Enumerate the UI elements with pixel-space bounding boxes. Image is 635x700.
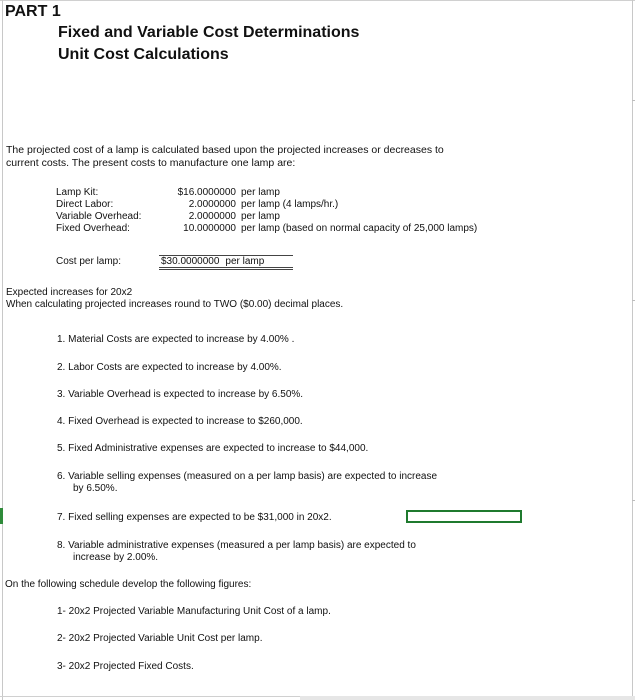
- item-continuation: increase by 2.00%.: [73, 552, 159, 563]
- cost-row: [56, 199, 526, 211]
- expected-instruction: When calculating projected increases round to TWO ($0.00) decimal places.: [6, 299, 344, 310]
- cost-value: 2.0000000: [188, 199, 236, 210]
- cost-per-lamp-total: [159, 255, 293, 270]
- item-text: 3. Variable Overhead is expected to increase by 6.50%.: [57, 389, 304, 400]
- cost-label: Direct Labor:: [56, 199, 114, 210]
- cost-unit: per lamp: [241, 211, 280, 222]
- schedule-figure: 2- 20x2 Projected Variable Unit Cost per lamp.: [57, 633, 263, 644]
- intro-line-1: The projected cost of a lamp is calculated based upon the projected increases or decreases to: [6, 144, 444, 156]
- cost-value: $16.0000000: [177, 187, 236, 198]
- active-row-marker: [0, 508, 3, 524]
- part-heading: PART 1: [5, 3, 61, 20]
- cost-label: Fixed Overhead:: [56, 223, 130, 234]
- item-text: 4. Fixed Overhead is expected to increase to $260,000.: [57, 416, 303, 427]
- cost-per-lamp-unit: per lamp: [225, 256, 265, 267]
- item-text: 7. Fixed selling expenses are expected to be $31,000 in 20x2.: [57, 512, 332, 523]
- cost-table: [56, 187, 526, 235]
- item-text: 1. Material Costs are expected to increase by 4.00% .: [57, 334, 295, 345]
- cost-value: 10.0000000: [183, 223, 236, 234]
- intro-line-2: current costs. The present costs to manufacture one lamp are:: [6, 157, 296, 169]
- item-text: 6. Variable selling expenses (measured on a per lamp basis) are expected to increase: [57, 471, 438, 482]
- cost-unit: per lamp: [241, 187, 280, 198]
- sheet-left-border: [2, 0, 3, 700]
- cost-value: 2.0000000: [188, 211, 236, 222]
- page-title: Fixed and Variable Cost Determinations: [58, 24, 360, 41]
- selected-cell[interactable]: [406, 510, 522, 523]
- list-item: [57, 443, 517, 455]
- cost-label: Lamp Kit:: [56, 187, 99, 198]
- schedule-intro: On the following schedule develop the following figures:: [5, 579, 252, 590]
- schedule-figure: 3- 20x2 Projected Fixed Costs.: [57, 661, 194, 672]
- item-continuation: by 6.50%.: [73, 483, 118, 494]
- list-item: [57, 540, 517, 564]
- item-text: 8. Variable administrative expenses (measured a per lamp basis) are expected to: [57, 540, 416, 551]
- cost-row: [56, 223, 526, 235]
- list-item: [57, 471, 517, 495]
- cost-unit: per lamp (based on normal capacity of 25,000 lamps): [241, 223, 478, 234]
- cost-row: [56, 187, 526, 199]
- list-item: [57, 389, 517, 401]
- item-text: 5. Fixed Administrative expenses are expected to increase to $44,000.: [57, 443, 369, 454]
- sheet-bottom-bar: [300, 696, 635, 700]
- cost-per-lamp-label: Cost per lamp:: [56, 256, 122, 267]
- schedule-figure: 1- 20x2 Projected Variable Manufacturing Unit Cost of a lamp.: [57, 606, 331, 617]
- page-subtitle: Unit Cost Calculations: [58, 46, 229, 63]
- list-item: [57, 416, 517, 428]
- cost-row: [56, 211, 526, 223]
- cost-per-lamp-value: $30.0000000: [161, 256, 220, 267]
- list-item: [57, 362, 517, 374]
- list-item: [57, 334, 517, 346]
- expected-heading: Expected increases for 20x2: [6, 287, 133, 298]
- cost-label: Variable Overhead:: [56, 211, 142, 222]
- sheet-top-border: [0, 0, 635, 1]
- sheet-right-border: [632, 0, 633, 700]
- item-text: 2. Labor Costs are expected to increase by 4.00%.: [57, 362, 282, 373]
- cost-unit: per lamp (4 lamps/hr.): [241, 199, 339, 210]
